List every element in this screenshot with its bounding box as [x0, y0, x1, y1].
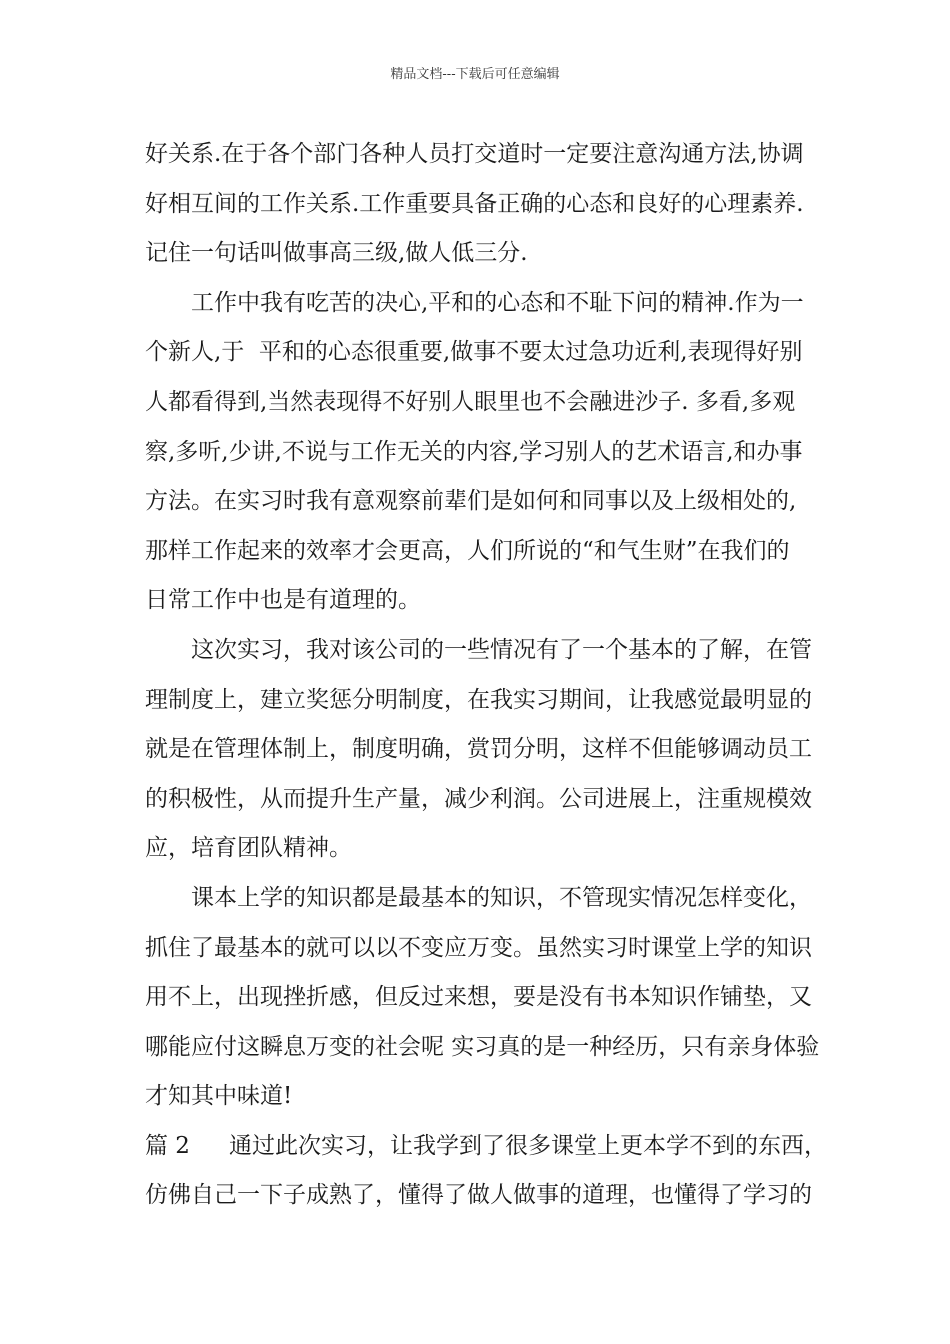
text-line: 理制度上，建立奖惩分明制度，在我实习期间，让我感觉最明显的 — [145, 686, 812, 713]
text-line: 记住一句话叫做事高三级,做人低三分. — [145, 240, 528, 267]
text-line: 用不上，出现挫折感，但反过来想，要是没有书本知识作铺垫，又 — [145, 984, 812, 1011]
text-line: 日常工作中也是有道理的。 — [145, 587, 421, 614]
text-line: 仿佛自己一下子成熟了，懂得了做人做事的道理，也懂得了学习的 — [145, 1182, 812, 1209]
text-line: 个新人,于 平和的心态很重要,做事不要太过急功近利,表现得好别 — [145, 339, 803, 366]
text-line: 工作中我有吃苦的决心,平和的心态和不耻下问的精神.作为一 — [191, 289, 804, 316]
text-line: 抓住了最基本的就可以以不变应万变。虽然实习时课堂上学的知识 — [145, 934, 812, 961]
text-line: 方法。在实习时我有意观察前辈们是如何和同事以及上级相处的, — [145, 488, 797, 515]
text-line: 就是在管理体制上，制度明确，赏罚分明，这样不但能够调动员工 — [145, 736, 812, 763]
paragraph-2 — [145, 279, 835, 626]
page-header: 精品文档---下载后可任意编辑 — [390, 67, 560, 82]
text-line: 课本上学的知识都是最基本的知识，不管现实情况怎样变化， — [191, 884, 812, 911]
text-line: 才知其中味道! — [145, 1083, 293, 1110]
text-line: 好相互间的工作关系.工作重要具备正确的心态和良好的心理素养. — [145, 190, 804, 217]
text-line: 的积极性，从而提升生产量，减少利润。公司进展上，注重规模效 — [145, 785, 812, 812]
text-line: 那样工作起来的效率才会更高，人们所说的“和气生财”在我们的 — [145, 537, 790, 564]
text-line: 人都看得到,当然表现得不好别人眼里也不会融进沙子. 多看,多观 — [145, 388, 796, 415]
paragraph-1 — [145, 130, 835, 279]
text-line: 应，培育团队精神。 — [145, 835, 352, 862]
text-line: 察,多听,少讲,不说与工作无关的内容,学习别人的艺术语言,和办事 — [145, 438, 803, 465]
text-line: 通过此次实习，让我学到了很多课堂上更本学不到的东西， — [229, 1132, 827, 1159]
paragraph-4 — [145, 874, 835, 1122]
section-2 — [145, 1122, 835, 1221]
document-body — [145, 130, 835, 1221]
text-line: 这次实习，我对该公司的一些情况有了一个基本的了解，在管 — [191, 636, 812, 663]
text-line: 哪能应付这瞬息万变的社会呢 实习真的是一种经历，只有亲身体验 — [145, 1033, 820, 1060]
section-2-first-line — [145, 1122, 835, 1172]
paragraph-3 — [145, 626, 835, 874]
section-label: 篇 2 — [145, 1132, 190, 1159]
text-line: 好关系.在于各个部门各种人员打交道时一定要注意沟通方法,协调 — [145, 141, 804, 167]
